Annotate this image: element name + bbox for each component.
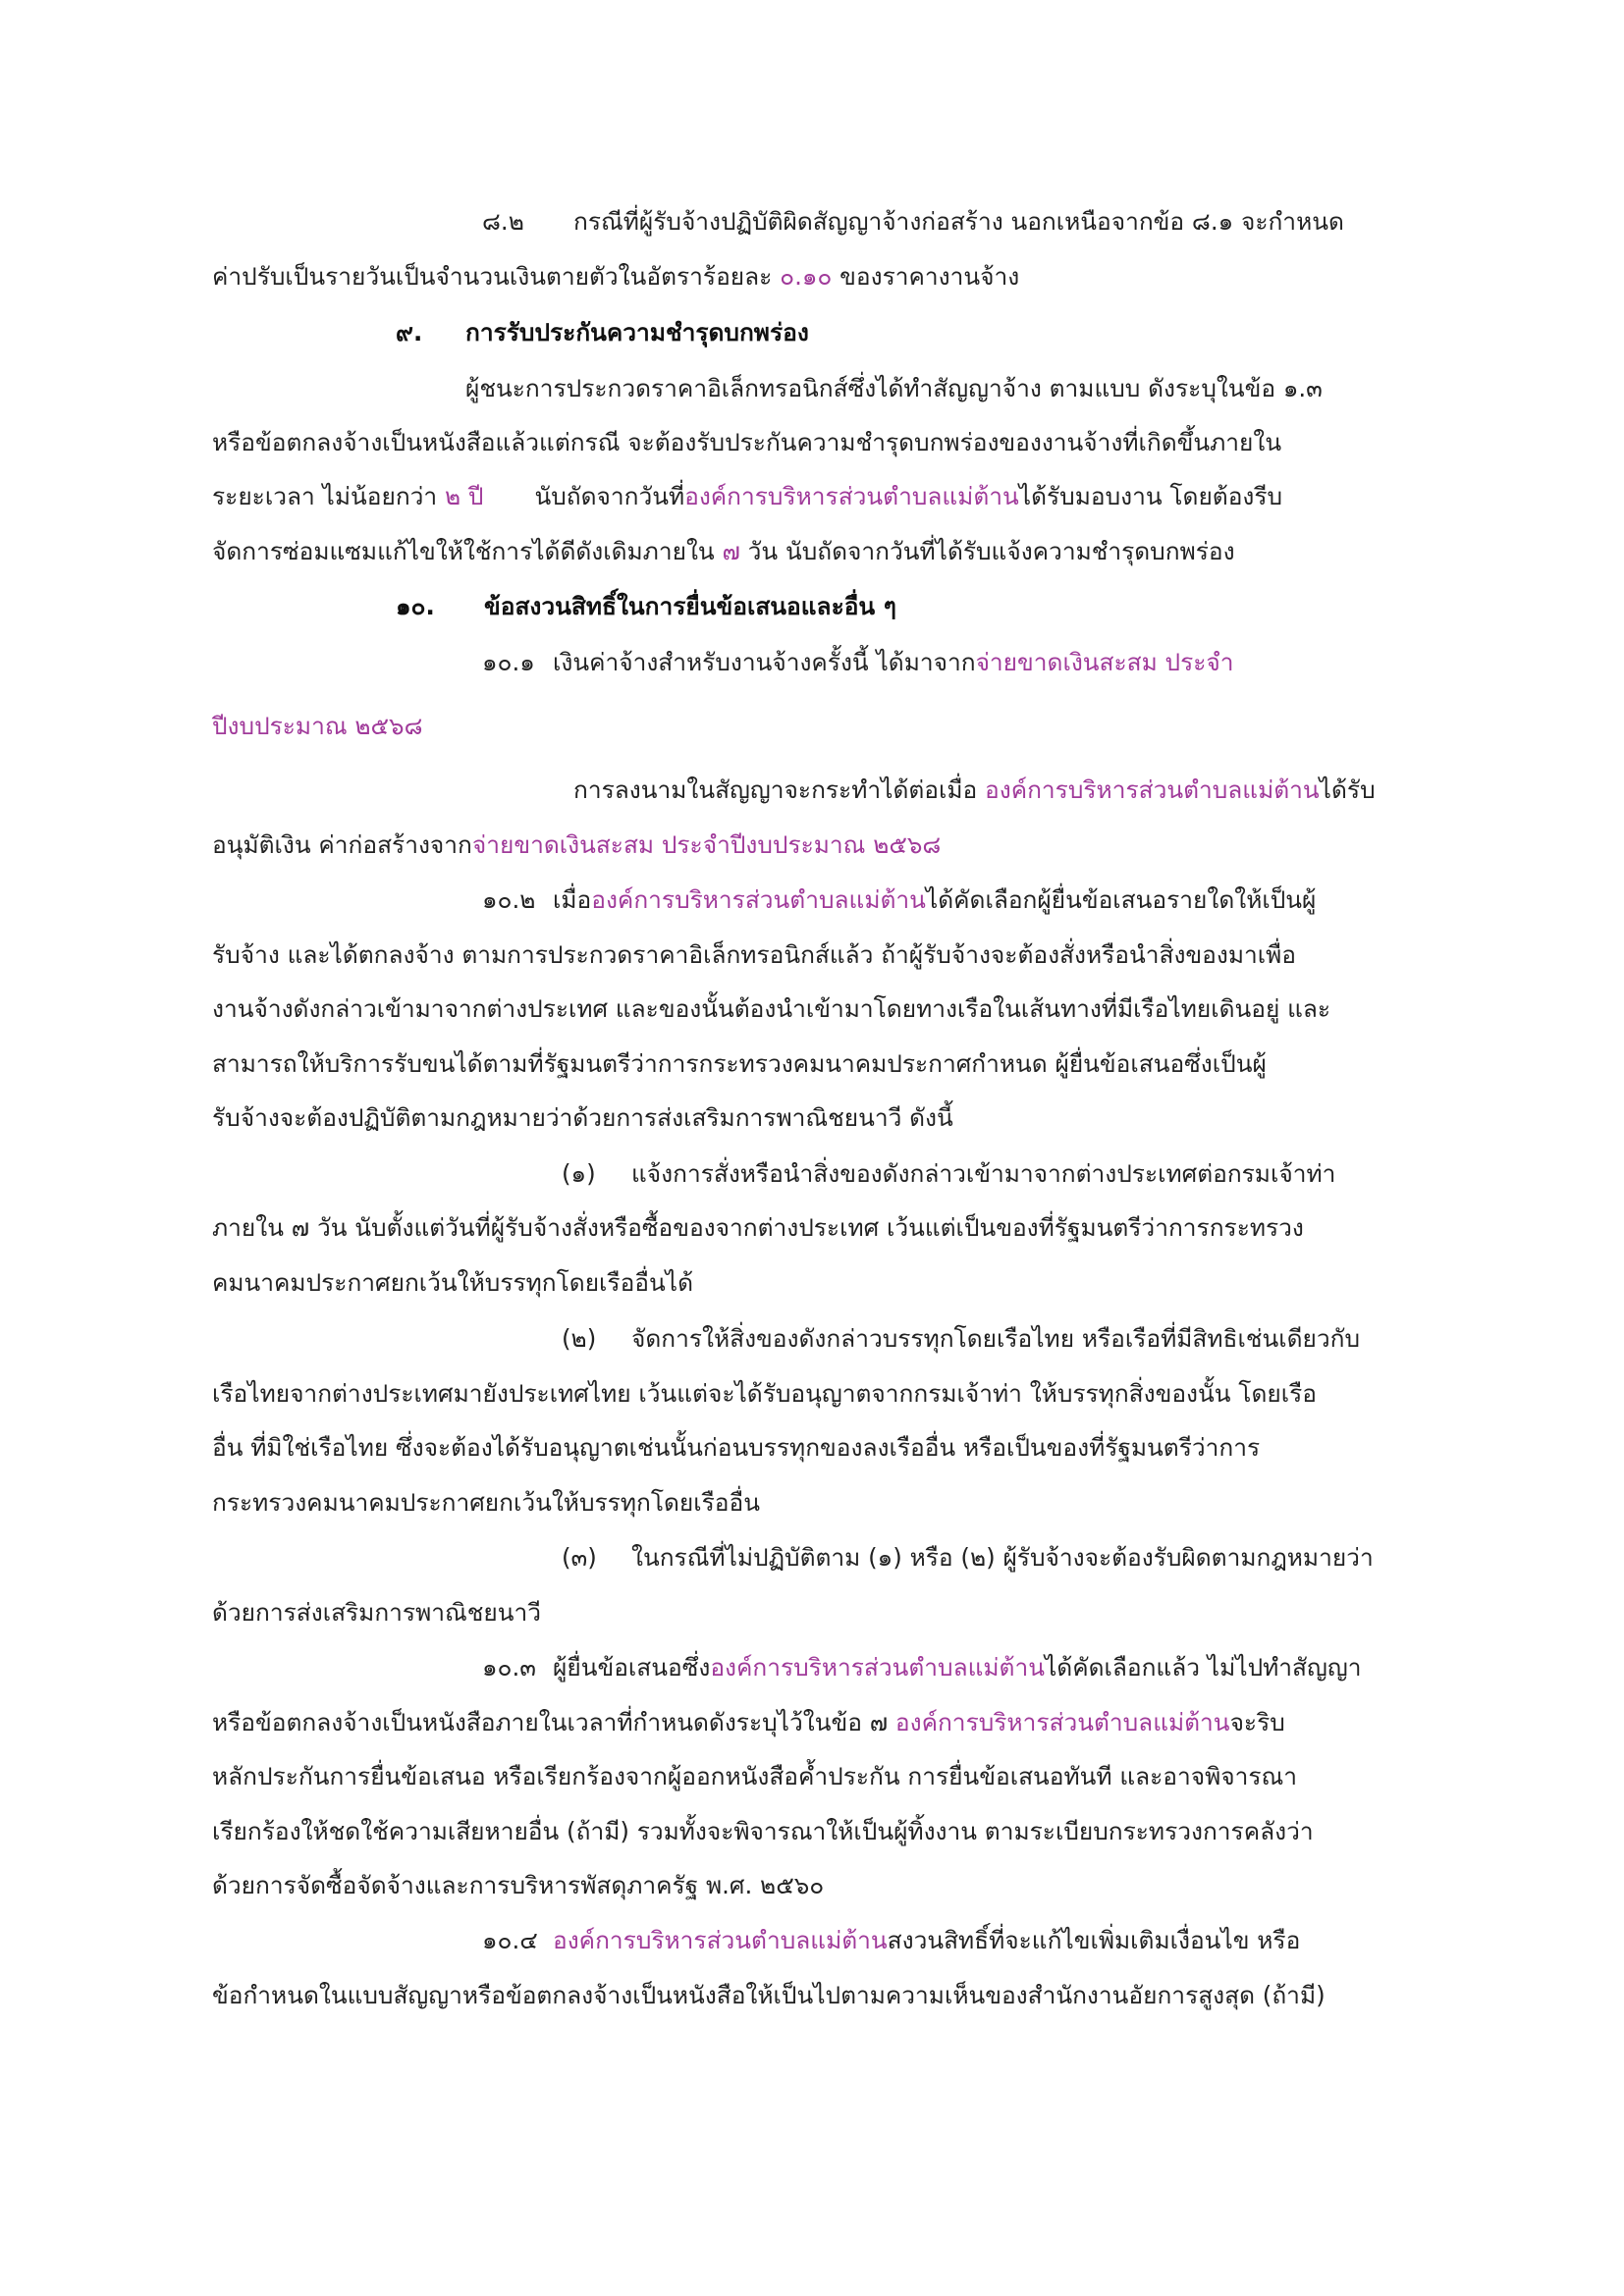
s10-1-text-b: การลงนามในสัญญาจะกระทำได้ต่อเมื่อ <box>573 775 986 804</box>
s82-text-a: กรณีที่ผู้รับจ้างปฏิบัติผิดสัญญาจ้างก่อสร้าง นอกเหนือจากข้อ ๘.๑ จะกำหนด <box>573 207 1344 236</box>
s10-heading <box>396 589 896 624</box>
s10-2-text-a: เมื่อ <box>553 885 592 914</box>
s10-2-text-3: งานจ้างดังกล่าวเข้ามาจากต่างประเทศ และของนั้นต้องนำเข้ามาโดยทางเรือในเส้นทางที่มีเรือไทยเดินอยู่ และ <box>212 994 1331 1023</box>
item-3-text-1: ในกรณีที่ไม่ปฏิบัติตาม (๑) หรือ (๒) ผู้รับจ้างจะต้องรับผิดตามกฎหมายว่า <box>631 1543 1374 1572</box>
s10-4-number: ๑๐.๔ <box>482 1926 538 1954</box>
s10-2-line-2 <box>212 937 1296 973</box>
item-2-text-1: จัดการให้สิ่งของดังกล่าวบรรทุกโดยเรือไทย หรือเรือที่มีสิทธิเช่นเดียวกับ <box>631 1324 1361 1353</box>
item-2-number: (๒) <box>562 1324 597 1353</box>
s10-3-text-a: ผู้ยื่นข้อเสนอซึ่ง <box>553 1653 711 1682</box>
s10-1-line-1 <box>482 645 1234 680</box>
s10-1-fiscal-year: ปีงบประมาณ ๒๕๖๘ <box>212 712 423 740</box>
s10-3-line-5 <box>212 1868 824 1903</box>
item-1-number: (๑) <box>562 1159 596 1188</box>
s10-4-text-2: ข้อกำหนดในแบบสัญญาหรือข้อตกลงจ้างเป็นหนังสือให้เป็นไปตามความเห็นของสำนักงานอัยการสูงสุด (ถ้ามี) <box>212 1981 1326 2009</box>
s10-4-org-name: องค์การบริหารส่วนตำบลแม่ต้าน <box>553 1926 888 1954</box>
item-1-text-3: คมนาคมประกาศยกเว้นให้บรรทุกโดยเรืออื่นได้ <box>212 1268 693 1297</box>
s9-text-3a: ระยะเวลา ไม่น้อยกว่า <box>212 482 445 510</box>
s10-1-funding-source-full: จ่ายขาดเงินสะสม ประจำปีงบประมาณ ๒๕๖๘ <box>471 830 942 859</box>
s9-org-name: องค์การบริหารส่วนตำบลแม่ต้าน <box>684 482 1019 510</box>
s10-1-line-4 <box>212 828 941 863</box>
item-1-text-1: แจ้งการสั่งหรือนำสิ่งของดังกล่าวเข้ามาจากต่างประเทศต่อกรมเจ้าท่า <box>631 1159 1336 1188</box>
s10-2-text-4: สามารถให้บริการรับขนได้ตามที่รัฐมนตรีว่าการกระทรวงคมนาคมประกาศกำหนด ผู้ยื่นข้อเสนอซึ่งเป็นผู้ <box>212 1049 1267 1078</box>
s10-4-line-1 <box>482 1923 1300 1958</box>
s9-text-4a: จัดการซ่อมแซมแก้ไขให้ใช้การได้ดีดังเดิมภายใน <box>212 537 723 565</box>
s10-1-text-b-end: ได้รับ <box>1319 775 1376 804</box>
s10-3-text-2a: หรือข้อตกลงจ้างเป็นหนังสือภายในเวลาที่กำหนดดังระบุไว้ในข้อ ๗ <box>212 1708 895 1736</box>
s82-text-b-end: ของราคางานจ้าง <box>832 262 1020 291</box>
s10-1-line-3 <box>573 773 1376 808</box>
item-2-text-3: อื่น ที่มิใช่เรือไทย ซึ่งจะต้องได้รับอนุญาตเช่นนั้นก่อนบรรทุกของลงเรืออื่น หรือเป็นของที่รัฐมนตรีว่าการ <box>212 1433 1261 1462</box>
s9-text-2: หรือข้อตกลงจ้างเป็นหนังสือแล้วแต่กรณี จะต้องรับประกันความชำรุดบกพร่องของงานจ้างที่เกิดขึ้นภายใน <box>212 428 1282 456</box>
item-1-line-3 <box>212 1265 693 1301</box>
s10-3-line-1 <box>482 1650 1362 1685</box>
s10-2-line-1 <box>482 882 1316 918</box>
s10-3-line-3 <box>212 1759 1297 1794</box>
s9-text-3b: นับถัดจากวันที่ <box>534 482 685 510</box>
s10-1-text-a: เงินค่าจ้างสำหรับงานจ้างครั้งนี้ ได้มาจาก <box>553 648 976 676</box>
s10-2-text-b: ได้คัดเลือกผู้ยื่นข้อเสนอรายใดให้เป็นผู้ <box>925 885 1317 914</box>
s9-line-4 <box>212 534 1235 569</box>
s10-3-text-b: ได้คัดเลือกแล้ว ไม่ไปทำสัญญา <box>1044 1653 1362 1682</box>
s10-3-number: ๑๐.๓ <box>482 1653 537 1682</box>
s82-line-2 <box>212 259 1019 294</box>
s10-number: ๑๐. <box>396 592 435 620</box>
item-1-line-2 <box>212 1210 1304 1246</box>
s9-heading <box>396 315 809 350</box>
s10-3-text-4: เรียกร้องให้ชดใช้ความเสียหายอื่น (ถ้ามี) รวมทั้งจะพิจารณาให้เป็นผู้ทิ้งงาน ตามระเบียบกระทรวงการคลังว่า <box>212 1817 1314 1845</box>
s10-3-text-2b: จะริบ <box>1229 1708 1285 1736</box>
s10-2-number: ๑๐.๒ <box>482 885 536 914</box>
s10-2-text-2: รับจ้าง และได้ตกลงจ้าง ตามการประกวดราคาอิเล็กทรอนิกส์แล้ว ถ้าผู้รับจ้างจะต้องสั่งหรือนำสิ่งของมาเพื่อ <box>212 940 1296 969</box>
s9-line-3 <box>212 479 1282 514</box>
s10-2-org-name: องค์การบริหารส่วนตำบลแม่ต้าน <box>591 885 926 914</box>
s9-title: การรับประกันความชำรุดบกพร่อง <box>465 318 809 347</box>
s10-3-org-name: องค์การบริหารส่วนตำบลแม่ต้าน <box>710 1653 1045 1682</box>
s10-1-number: ๑๐.๑ <box>482 648 535 676</box>
s10-2-line-4 <box>212 1046 1267 1082</box>
item-2-line-1 <box>562 1321 1360 1357</box>
s9-text-1: ผู้ชนะการประกวดราคาอิเล็กทรอนิกส์ซึ่งได้ทำสัญญาจ้าง ตามแบบ ดังระบุในข้อ ๑.๓ <box>465 374 1323 402</box>
s10-1-line-2 <box>212 709 423 744</box>
s10-4-text-a: สงวนสิทธิ์ที่จะแก้ไขเพิ่มเติมเงื่อนไข หรือ <box>887 1926 1301 1954</box>
s82-text-b: ค่าปรับเป็นรายวันเป็นจำนวนเงินตายตัวในอัตราร้อยละ <box>212 262 781 291</box>
s10-4-line-2 <box>212 1978 1326 2013</box>
s10-2-line-5 <box>212 1100 953 1136</box>
item-2-text-2: เรือไทยจากต่างประเทศมายังประเทศไทย เว้นแต่จะได้รับอนุญาตจากกรมเจ้าท่า ให้บรรทุกสิ่งของนั้น โดยเรือ <box>212 1379 1317 1408</box>
s10-2-text-5: รับจ้างจะต้องปฏิบัติตามกฎหมายว่าด้วยการส่งเสริมการพาณิชยนาวี ดังนี้ <box>212 1103 953 1132</box>
s10-3-line-2 <box>212 1705 1285 1740</box>
item-3-line-2 <box>212 1595 541 1630</box>
s10-3-text-5: ด้วยการจัดซื้อจัดจ้างและการบริหารพัสดุภาครัฐ พ.ศ. ๒๕๖๐ <box>212 1871 825 1899</box>
s9-line-2 <box>212 425 1281 460</box>
s9-line-1 <box>465 371 1323 406</box>
s9-repair-days: ๗ <box>722 537 740 565</box>
item-3-line-1 <box>562 1540 1374 1575</box>
item-2-line-3 <box>212 1430 1260 1466</box>
s9-number: ๙. <box>396 318 423 347</box>
s10-1-org-name: องค์การบริหารส่วนตำบลแม่ต้าน <box>985 775 1320 804</box>
s82-highlight: ๐.๑๐ <box>780 262 833 291</box>
s82-line-1 <box>482 204 1344 240</box>
s9-warranty-period: ๒ ปี <box>444 482 484 510</box>
s9-text-4b: วัน นับถัดจากวันที่ได้รับแจ้งความชำรุดบกพร่อง <box>739 537 1235 565</box>
s9-text-3c: ได้รับมอบงาน โดยต้องรีบ <box>1018 482 1283 510</box>
item-3-text-2: ด้วยการส่งเสริมการพาณิชยนาวี <box>212 1598 541 1627</box>
item-2-line-2 <box>212 1376 1317 1412</box>
s82-number: ๘.๒ <box>482 207 524 236</box>
s10-3-org-name-2: องค์การบริหารส่วนตำบลแม่ต้าน <box>894 1708 1230 1736</box>
item-1-text-2: ภายใน ๗ วัน นับตั้งแต่วันที่ผู้รับจ้างสั่งหรือซื้อของจากต่างประเทศ เว้นแต่เป็นของที่รัฐมนตรีว่าการกระทรวง <box>212 1213 1304 1242</box>
item-1-line-1 <box>562 1156 1335 1192</box>
s10-1-funding-source: จ่ายขาดเงินสะสม ประจำ <box>975 648 1234 676</box>
s10-3-text-3: หลักประกันการยื่นข้อเสนอ หรือเรียกร้องจากผู้ออกหนังสือค้ำประกัน การยื่นข้อเสนอทันที และอาจพิจารณา <box>212 1762 1298 1790</box>
item-3-number: (๓) <box>562 1543 597 1572</box>
s10-3-line-4 <box>212 1814 1314 1849</box>
s10-2-line-3 <box>212 991 1330 1027</box>
item-2-line-4 <box>212 1485 760 1521</box>
s10-1-text-c: อนุมัติเงิน ค่าก่อสร้างจาก <box>212 830 472 859</box>
s10-title: ข้อสงวนสิทธิ์ในการยื่นข้อเสนอและอื่น ๆ <box>484 592 896 620</box>
item-2-text-4: กระทรวงคมนาคมประกาศยกเว้นให้บรรทุกโดยเรืออื่น <box>212 1488 760 1517</box>
